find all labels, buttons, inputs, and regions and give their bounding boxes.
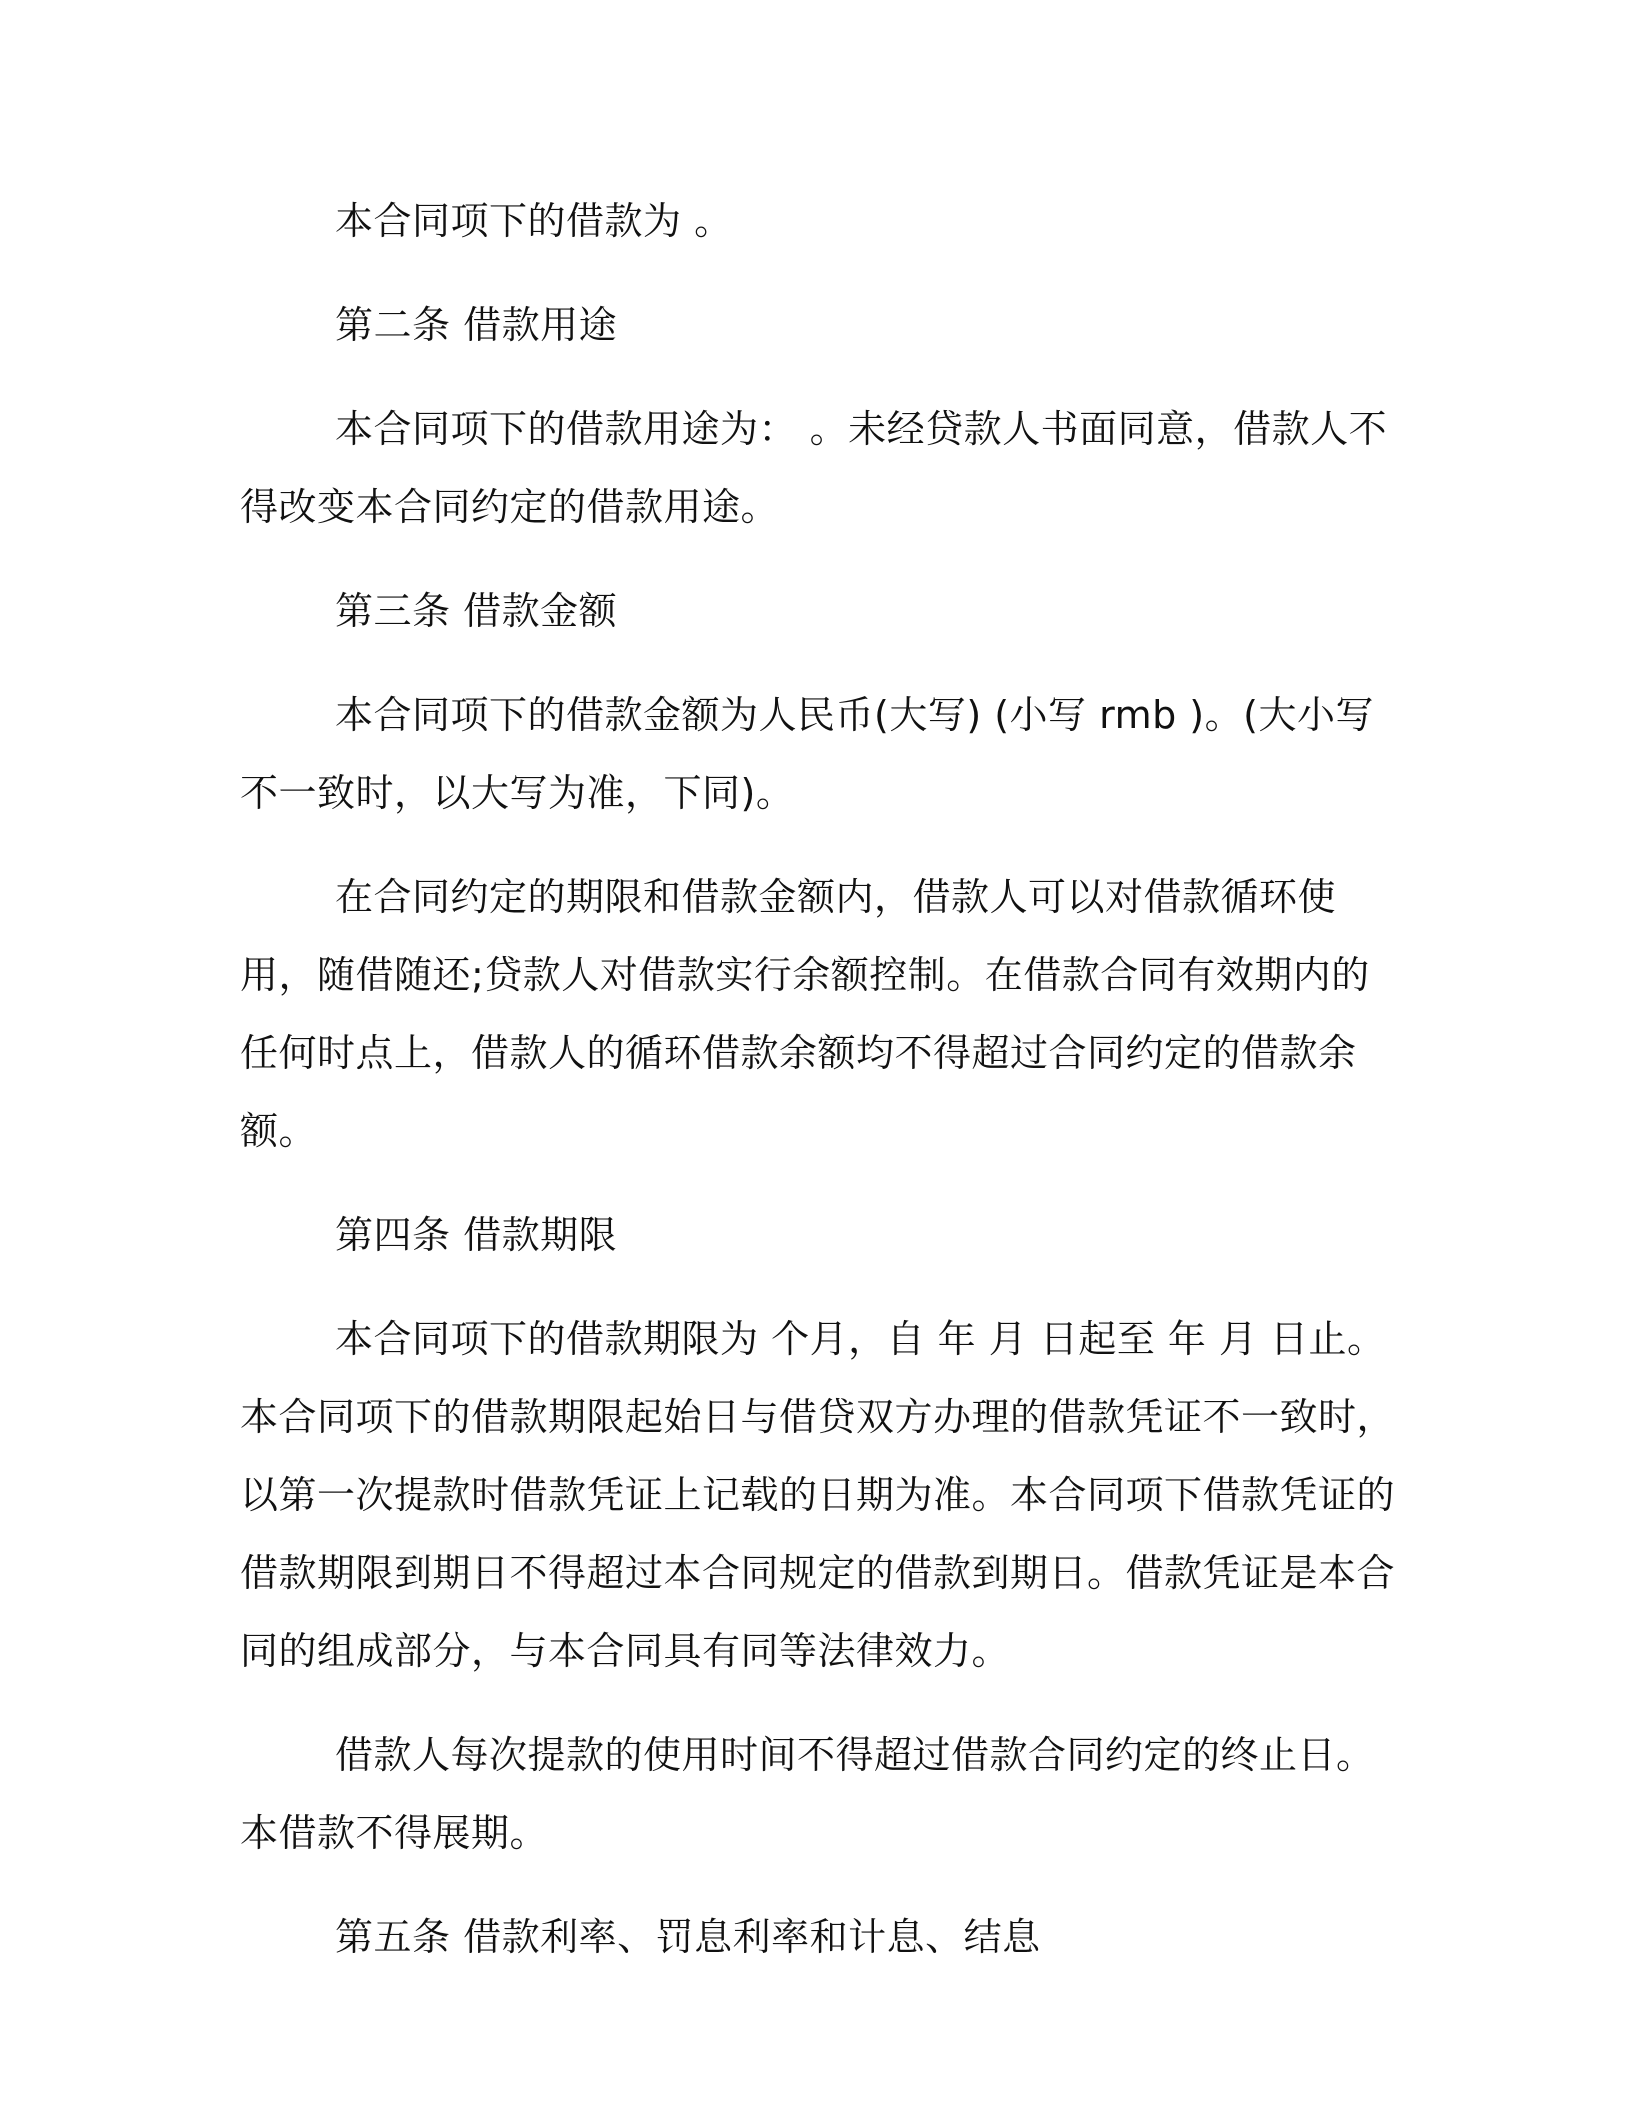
heading-article-5: 第五条 借款利率、罚息利率和计息、结息 (335, 1915, 1041, 1959)
paragraph-loan-amount: 本合同项下的借款金额为人民币(大写) (小写 rmb )。(大小写不一致时，以大写为准，下同)。 (240, 693, 1374, 815)
heading-article-4: 第四条 借款期限 (335, 1213, 618, 1257)
heading-article-2: 第二条 借款用途 (335, 303, 618, 347)
paragraph-revolving-use: 在合同约定的期限和借款金额内，借款人可以对借款循环使用，随借随还;贷款人对借款实行余额控制。在借款合同有效期内的任何时点上，借款人的循环借款余额均不得超过合同约定的借款余额。 (240, 875, 1370, 1153)
paragraph-withdrawal-time: 借款人每次提款的使用时间不得超过借款合同约定的终止日。本借款不得展期。 (240, 1733, 1375, 1855)
heading-article-3: 第三条 借款金额 (335, 589, 618, 633)
paragraph-loan-purpose: 本合同项下的借款用途为： 。未经贷款人书面同意，借款人不得改变本合同约定的借款用途。 (240, 407, 1388, 529)
document-body (240, 182, 1395, 1976)
paragraph-loan-type: 本合同项下的借款为 。 (335, 199, 733, 243)
paragraph-loan-term: 本合同项下的借款期限为 个月，自 年 月 日起至 年 月 日止。本合同项下的借款期限起始日与借贷双方办理的借款凭证不一致时，以第一次提款时借款凭证上记载的日期为准。本合同项下借款凭证的借款期限到期日不得超过本合同规定的借款到期日。借款凭证是本合同的组成部分，与本合同具有同等法律效力。 (240, 1317, 1396, 1673)
